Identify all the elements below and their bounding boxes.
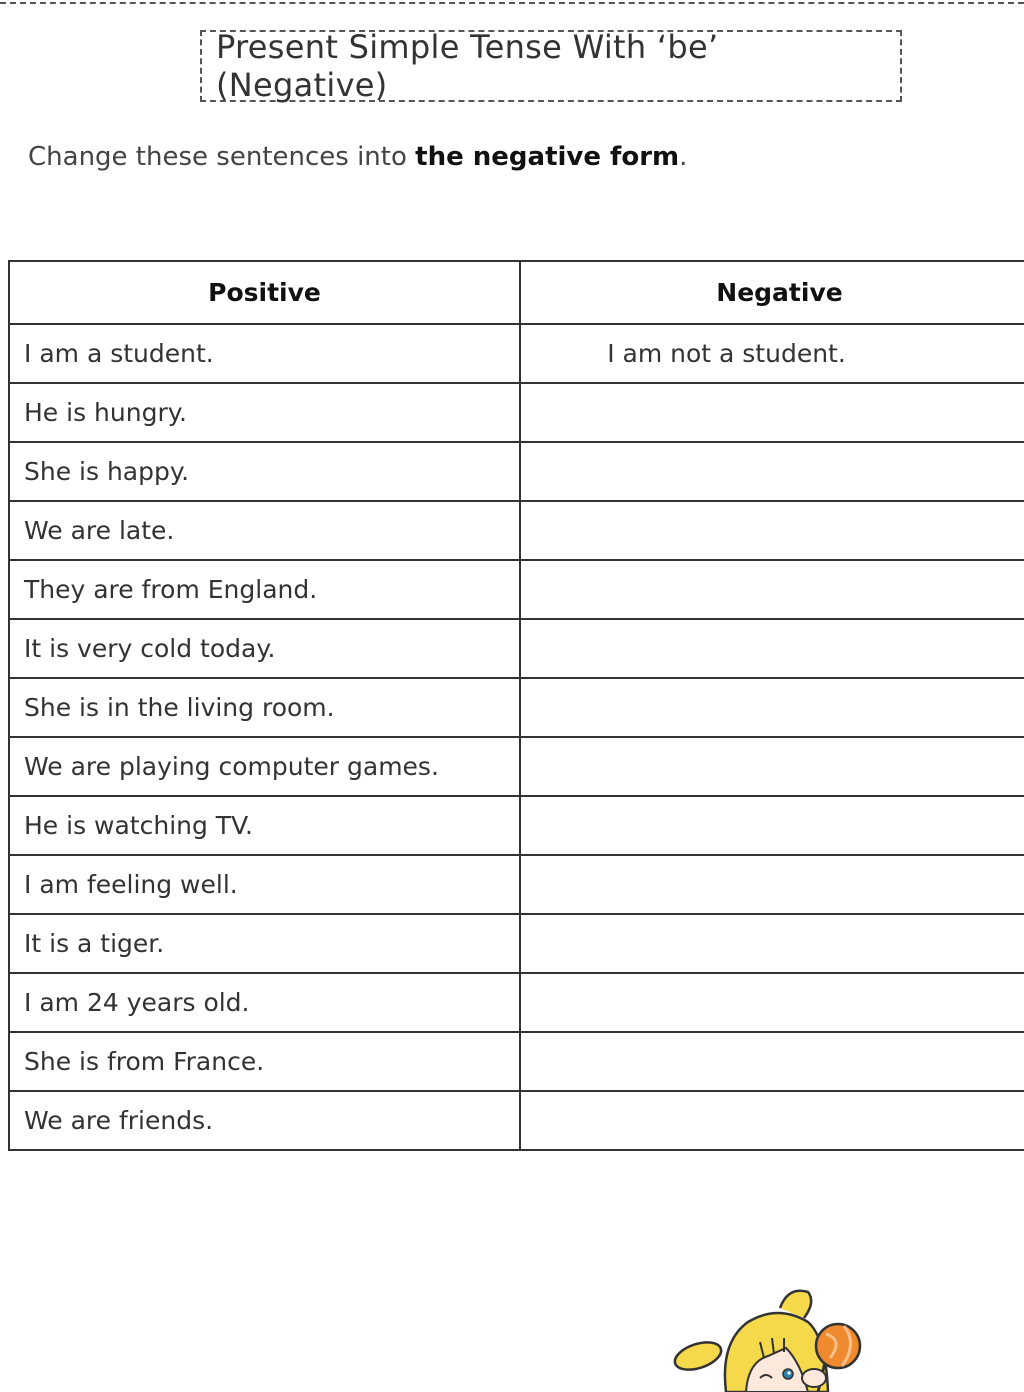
negative-answer-cell[interactable]	[520, 383, 1024, 442]
positive-cell: I am 24 years old.	[9, 973, 520, 1032]
table-row	[9, 678, 1024, 737]
negative-answer-cell[interactable]	[520, 855, 1024, 914]
table-row	[9, 1091, 1024, 1150]
table-row	[9, 442, 1024, 501]
negative-answer-cell[interactable]	[520, 737, 1024, 796]
positive-cell: We are friends.	[9, 1091, 520, 1150]
instruction-emphasis: the negative form	[415, 142, 680, 172]
table-header-row	[9, 261, 1024, 324]
positive-cell: It is very cold today.	[9, 619, 520, 678]
negative-answer-cell[interactable]	[520, 678, 1024, 737]
negative-answer-cell[interactable]	[520, 1091, 1024, 1150]
header-negative: Negative	[520, 261, 1024, 324]
positive-cell: She is in the living room.	[9, 678, 520, 737]
table-row	[9, 383, 1024, 442]
table-row	[9, 619, 1024, 678]
table-row	[9, 324, 1024, 383]
header-positive: Positive	[9, 261, 520, 324]
table-row	[9, 560, 1024, 619]
positive-cell: We are playing computer games.	[9, 737, 520, 796]
positive-cell: It is a tiger.	[9, 914, 520, 973]
table-row	[9, 796, 1024, 855]
instruction-text	[28, 142, 687, 172]
table-row	[9, 1032, 1024, 1091]
table-row	[9, 973, 1024, 1032]
table-row	[9, 855, 1024, 914]
negative-answer-cell[interactable]	[520, 560, 1024, 619]
negative-answer-cell[interactable]	[520, 796, 1024, 855]
positive-cell: They are from England.	[9, 560, 520, 619]
lollipop	[816, 1324, 860, 1368]
worksheet-title: Present Simple Tense With ‘be’ (Negative)	[216, 28, 719, 104]
negative-answer-cell[interactable]	[520, 1032, 1024, 1091]
negative-answer-cell[interactable]	[520, 619, 1024, 678]
positive-cell: He is hungry.	[9, 383, 520, 442]
girl-mascot-illustration	[668, 1282, 878, 1392]
instruction-prefix: Change these sentences into	[28, 142, 416, 172]
positive-cell: We are late.	[9, 501, 520, 560]
positive-cell: He is watching TV.	[9, 796, 520, 855]
hand	[802, 1369, 826, 1387]
instruction-suffix: .	[679, 142, 688, 172]
positive-cell: She is from France.	[9, 1032, 520, 1091]
negative-answer-cell[interactable]	[520, 973, 1024, 1032]
top-dashed-rule	[0, 2, 1024, 4]
negative-answer-cell[interactable]	[520, 914, 1024, 973]
negative-cell: I am not a student.	[520, 324, 1024, 383]
title-box	[200, 30, 902, 102]
positive-cell: She is happy.	[9, 442, 520, 501]
negative-answer-cell[interactable]	[520, 501, 1024, 560]
positive-cell: I am feeling well.	[9, 855, 520, 914]
exercise-table	[8, 260, 1024, 1151]
table-row	[9, 737, 1024, 796]
table-row	[9, 501, 1024, 560]
left-pigtail	[671, 1337, 724, 1375]
positive-cell: I am a student.	[9, 324, 520, 383]
table-row	[9, 914, 1024, 973]
negative-answer-cell[interactable]	[520, 442, 1024, 501]
